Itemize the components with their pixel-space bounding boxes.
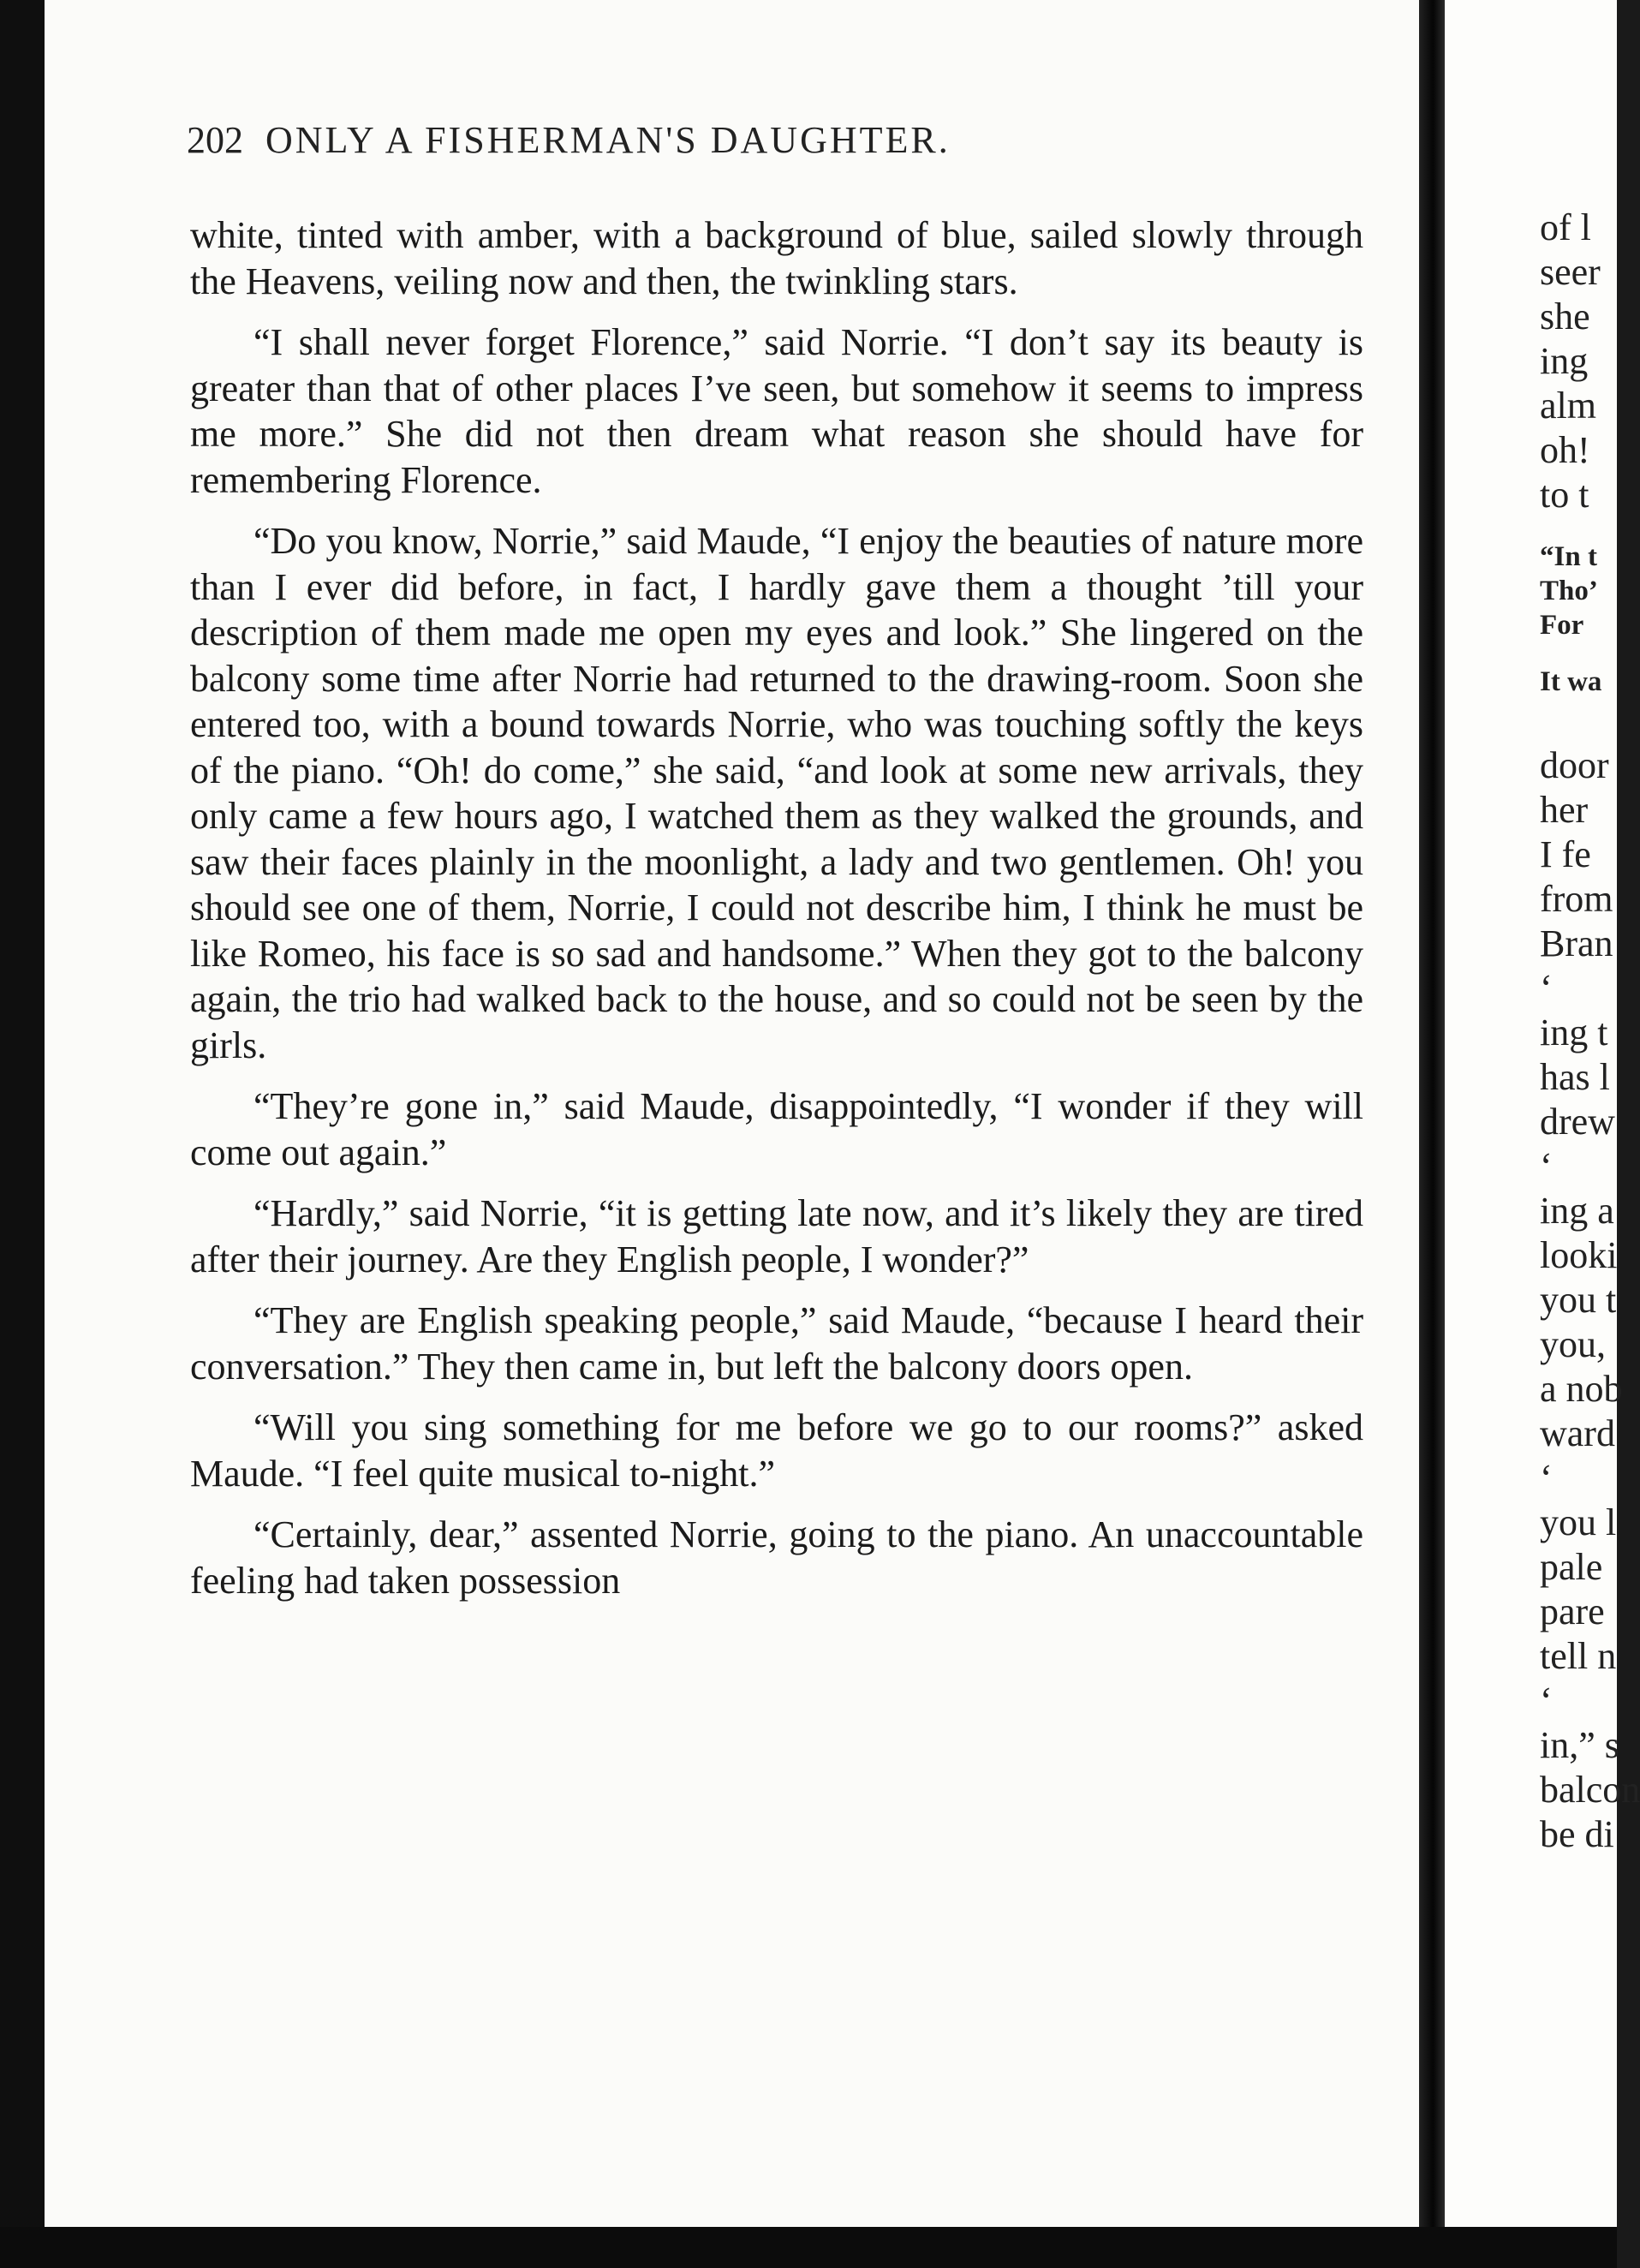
book-gutter (1419, 0, 1445, 2268)
right-fragment: ‘ (1540, 1145, 1553, 1187)
paragraph: “Do you know, Norrie,” said Maude, “I enjoy the beauties of nature more than I ever did before, in fact, I hardly gave them a thought ’till your description of them made me open my eyes and look.” She lingered on the balcony some time after Norrie had returned to the drawing-room. Soon she entered too, with a bound towards Norrie, who was touching softly the keys of the piano. “Oh! do come,” she said, “and look at some new arrivals, they only came a few hours ago, I watched them as they walked the grounds, and saw their faces plainly in the moonlight, a lady and two gentlemen. Oh! you should see one of them, Norrie, I could not describe him, I think he must be like Romeo, his face is so sad and handsome.” When they got to the balcony again, the trio had walked back to the house, and so could not be seen by the girls. (190, 520, 1363, 1066)
right-fragment: Bran (1540, 922, 1613, 964)
right-fragment: oh! (1540, 429, 1590, 471)
page-number: 202 (187, 119, 243, 161)
right-fragment: alm (1540, 385, 1596, 427)
right-fragment: you l (1540, 1501, 1617, 1543)
paragraph: white, tinted with amber, with a background of blue, sailed slowly through the Heavens, veiling now and then, the twinkling stars. (190, 214, 1363, 302)
right-fragment: “In t (1540, 541, 1597, 572)
paragraph: “Will you sing something for me before we go to our rooms?” asked Maude. “I feel quite musical to-night.” (190, 1406, 1363, 1495)
right-fragment: seer (1540, 251, 1601, 293)
right-fragment: a nob (1540, 1368, 1623, 1410)
paragraph: “Hardly,” said Norrie, “it is getting late now, and it’s likely they are tired after their journey. Are they English people, I wonder?” (190, 1192, 1363, 1280)
right-fragment: of l (1540, 206, 1591, 248)
paragraph: “They’re gone in,” said Maude, disappointedly, “I wonder if they will come out again.” (190, 1085, 1363, 1173)
right-fragment: tell n (1540, 1635, 1617, 1677)
right-fragment: drew (1540, 1101, 1615, 1143)
right-fragment: balcon (1540, 1769, 1640, 1811)
scan-bottom-edge (0, 2227, 1617, 2268)
right-fragment: I fe (1540, 833, 1591, 875)
right-fragment: ing (1540, 340, 1589, 382)
right-fragment: looki (1540, 1234, 1618, 1276)
right-fragment: ‘ (1540, 967, 1553, 1009)
running-head (187, 118, 1369, 170)
right-fragment: ‘ (1540, 1680, 1553, 1722)
right-fragment: ward (1540, 1412, 1615, 1454)
body-text (190, 212, 1363, 1619)
right-fragment: has l (1540, 1056, 1610, 1098)
right-fragment: pare (1540, 1591, 1605, 1632)
right-fragment: you, (1540, 1323, 1606, 1365)
paragraph: “I shall never forget Florence,” said Norrie. “I don’t say its beauty is greater than that of other places I’ve seen, but somehow it seems to impress me more.” She did not then dream what reason she should have for remembering Florence. (190, 321, 1363, 501)
right-fragment: Tho’ (1540, 576, 1598, 606)
right-fragment: ing a (1540, 1190, 1614, 1232)
right-fragment: pale (1540, 1546, 1603, 1588)
right-fragment: in,” s (1540, 1724, 1619, 1766)
right-fragment: be di (1540, 1813, 1614, 1855)
right-fragment: ing t (1540, 1012, 1608, 1053)
book-title: ONLY A FISHERMAN'S DAUGHTER. (265, 119, 951, 161)
right-fragment: to t (1540, 474, 1589, 516)
right-fragment: For (1540, 610, 1584, 641)
paragraph: “They are English speaking people,” said Maude, “because I heard their conversation.” They then came in, but left the balcony doors open. (190, 1299, 1363, 1388)
right-page-text (1540, 206, 1640, 1857)
right-fragment: you t (1540, 1279, 1617, 1321)
right-fragment: she (1540, 295, 1590, 337)
right-fragment: It wa (1540, 666, 1602, 697)
right-fragment: door (1540, 744, 1609, 786)
right-fragment: from (1540, 878, 1613, 920)
right-fragment: her (1540, 789, 1589, 831)
right-fragment: ‘ (1540, 1457, 1553, 1499)
paragraph: “Certainly, dear,” assented Norrie, going to the piano. An unaccountable feeling had taken possession (190, 1513, 1363, 1602)
